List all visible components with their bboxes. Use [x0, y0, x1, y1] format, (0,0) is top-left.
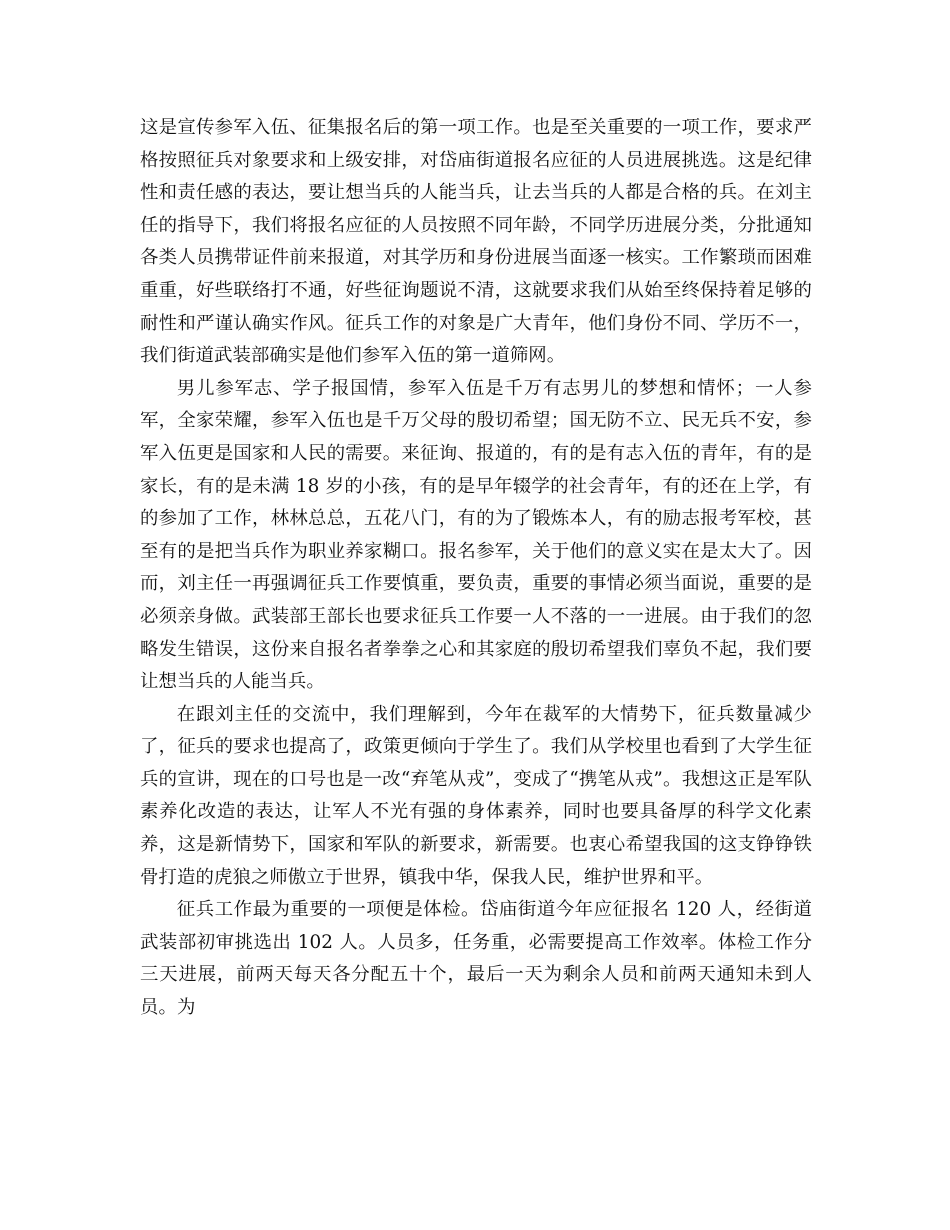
document-body: [140, 112, 812, 1025]
paragraph-1: 这是宣传参军入伍、征集报名后的第一项工作。也是至关重要的一项工作，要求严格按照征兵对象要求和上级安排，对岱庙街道报名应征的人员进展挑选。这是纪律性和责任感的表达，要让想当兵的人能当兵，让去当兵的人都是合格的兵。在刘主任的指导下，我们将报名应征的人员按照不同年龄，不同学历进展分类，分批通知各类人员携带证件前来报道，对其学历和身份进展当面逐一核实。工作繁琐而困难重重，好些联络打不通，好些征询题说不清，这就要求我们从始至终保持着足够的耐性和严谨认确实作风。征兵工作的对象是广大青年，他们身份不同、学历不一，我们街道武装部确实是他们参军入伍的第一道筛网。: [140, 117, 812, 367]
paragraph-4: 征兵工作最为重要的一项便是体检。岱庙街道今年应征报名 120 人，经街道武装部初审挑选出 102 人。人员多，任务重，必需要提高工作效率。体检工作分三天进展，前两天每天各分配五十个，最后一天为剩余人员和前两天通知未到人员。为: [140, 899, 812, 1019]
paragraph-3: 在跟刘主任的交流中，我们理解到，今年在裁军的大情势下，征兵数量减少了，征兵的要求也提高了，政策更倾向于学生了。我们从学校里也看到了大学生征兵的宣讲，现在的口号也是一改“弃笔从戎”，变成了“携笔从戎”。我想这正是军队素养化改造的表达，让军人不光有强的身体素养，同时也要具备厚的科学文化素养，这是新情势下，国家和军队的新要求，新需要。也衷心希望我国的这支铮铮铁骨打造的虎狼之师傲立于世界，镇我中华，保我人民，维护世界和平。: [140, 703, 812, 888]
paragraph-2: 男儿参军志、学子报国情，参军入伍是千万有志男儿的梦想和情怀；一人参军，全家荣耀，参军入伍也是千万父母的殷切希望；国无防不立、民无兵不安，参军入伍更是国家和人民的需要。来征询、报道的，有的是有志入伍的青年，有的是家长，有的是未满 18 岁的小孩，有的是早年辍学的社会青年，有的还在上学，有的参加了工作，林林总总，五花八门，有的为了锻炼本人，有的励志报考军校，甚至有的是把当兵作为职业养家糊口。报名参军，关于他们的意义实在是太大了。因而，刘主任一再强调征兵工作要慎重，要负责，重要的事情必须当面说，重要的是必须亲身做。武装部王部长也要求征兵工作要一人不落的一一进展。由于我们的忽略发生错误，这份来自报名者拳拳之心和其家庭的殷切希望我们辜负不起，我们要让想当兵的人能当兵。: [140, 377, 812, 693]
